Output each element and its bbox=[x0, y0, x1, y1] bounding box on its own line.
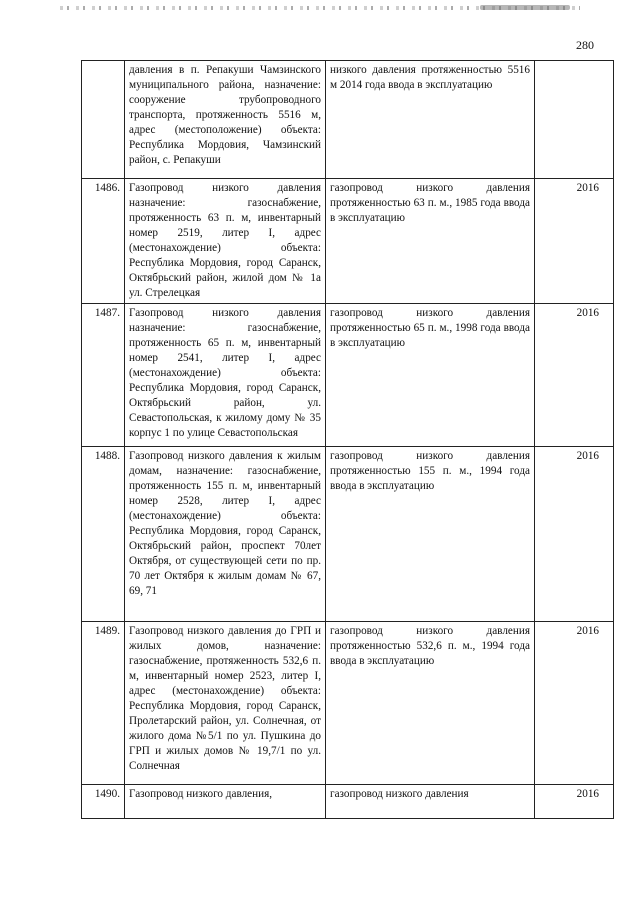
object-description: Газопровод низкого давления назначение: газоснабжение, протяженность 65 п. м, инвентарный номер 2541, литер I, адрес (местонахождение) объекта: Республика Мордовия, город Саранск, Октябрьский район, ул. Севастопольская, к жилому дому № 35 корпус 1 по улице Севастопольская bbox=[125, 304, 326, 447]
registry-table bbox=[81, 60, 614, 819]
object-length: газопровод низкого давления протяженностью 532,6 п. м., 1994 года ввода в эксплуатацию bbox=[326, 622, 535, 785]
object-length: газопровод низкого давления протяженностью 155 п. м., 1994 года ввода в эксплуатацию bbox=[326, 447, 535, 622]
row-number: 1488. bbox=[82, 447, 125, 622]
object-length: газопровод низкого давления протяженностью 63 п. м., 1985 года ввода в эксплуатацию bbox=[326, 179, 535, 304]
object-length: газопровод низкого давления протяженностью 65 п. м., 1998 года ввода в эксплуатацию bbox=[326, 304, 535, 447]
scan-blot bbox=[480, 5, 570, 10]
transfer-year: 2016 bbox=[535, 179, 614, 304]
object-description: Газопровод низкого давления до ГРП и жилых домов, назначение: газоснабжение, протяженность 532,6 п. м, инвентарный номер 2523, литер I, адрес (местонахождение) объекта: Республика Мордовия, город Саранск, Пролетарский район, ул. Солнечная, от жилого дома №5/1 по ул. Пушкина до ГРП и жилых домов № 19,7/1 по ул. Солнечная bbox=[125, 622, 326, 785]
table-row bbox=[82, 447, 614, 622]
table-row bbox=[82, 179, 614, 304]
row-number: 1487. bbox=[82, 304, 125, 447]
object-description: Газопровод низкого давления, bbox=[125, 785, 326, 819]
row-number: 1486. bbox=[82, 179, 125, 304]
table-row bbox=[82, 622, 614, 785]
object-length: газопровод низкого давления bbox=[326, 785, 535, 819]
object-length: низкого давления протяженностью 5516 м 2014 года ввода в эксплуатацию bbox=[326, 61, 535, 179]
table-row bbox=[82, 304, 614, 447]
page-number: 280 bbox=[576, 38, 594, 52]
table-row bbox=[82, 61, 614, 179]
object-description: Газопровод низкого давления к жилым домам, назначение: газоснабжение, протяженность 155 п. м, инвентарный номер 2528, литер I, адрес (местонахождение) объекта: Республика Мордовия, город Саранск, Октябрьский район, проспект 70лет Октября, от существующей сети по пр. 70 лет Октября к жилым домам № 67, 69, 71 bbox=[125, 447, 326, 622]
row-number bbox=[82, 61, 125, 179]
transfer-year: 2016 bbox=[535, 304, 614, 447]
row-number: 1489. bbox=[82, 622, 125, 785]
object-description: Газопровод низкого давления назначение: газоснабжение, протяженность 63 п. м, инвентарный номер 2519, литер I, адрес (местонахождение) объекта: Республика Мордовия, город Саранск, Октябрьский район, жилой дом № 1а ул. Стрелецкая bbox=[125, 179, 326, 304]
table-row bbox=[82, 785, 614, 819]
scan-artifact bbox=[60, 6, 580, 10]
transfer-year: 2016 bbox=[535, 785, 614, 819]
object-description: давления в п. Репакуши Чамзинского муниципального района, назначение: сооружение трубопроводного транспорта, протяженность 5516 м, адрес (местоположение) объекта: Республика Мордовия, Чамзинский район, с. Репакуши bbox=[125, 61, 326, 179]
transfer-year bbox=[535, 61, 614, 179]
transfer-year: 2016 bbox=[535, 447, 614, 622]
transfer-year: 2016 bbox=[535, 622, 614, 785]
row-number: 1490. bbox=[82, 785, 125, 819]
